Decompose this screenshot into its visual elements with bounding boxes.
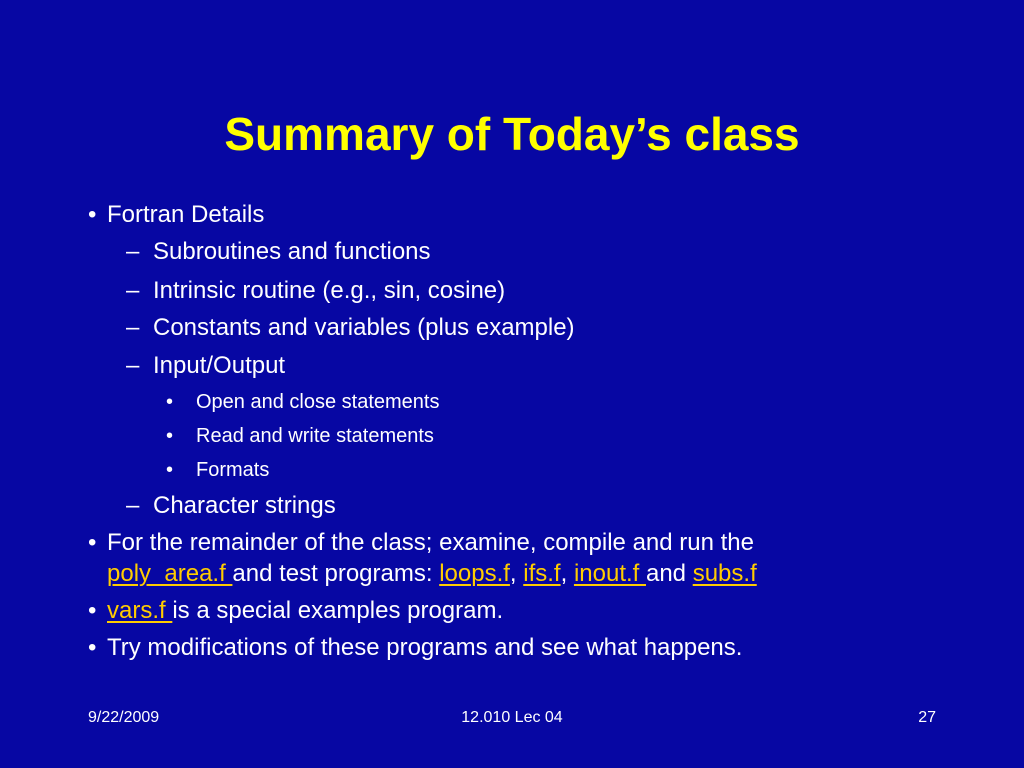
dash-marker: – [126, 492, 140, 519]
bullet-continuation [107, 559, 757, 589]
subbullet-text: Subroutines and functions [153, 238, 431, 265]
subsubbullet-text: Formats [196, 459, 270, 481]
link-subs[interactable]: subs.f [692, 560, 757, 587]
bullet-text: Try modifications of these programs and see what happens. [107, 634, 743, 661]
footer-course: 12.010 Lec 04 [461, 709, 563, 726]
bullet-marker: • [88, 201, 97, 228]
bullet-marker: • [88, 529, 97, 556]
separator: , [560, 560, 574, 587]
bullet-text: Fortran Details [107, 201, 265, 228]
link-inout[interactable]: inout.f [573, 560, 646, 587]
dash-marker: – [126, 277, 140, 304]
link-loops[interactable]: loops.f [439, 560, 510, 587]
link-poly-area[interactable]: poly_area.f [107, 560, 233, 587]
bullet-text: For the remainder of the class; examine, compile and run the [107, 529, 754, 556]
vars-description: is a special examples program. [172, 597, 504, 624]
bullet-marker: • [166, 391, 174, 413]
subbullet-text: Character strings [153, 492, 336, 519]
bullet-marker: • [88, 634, 97, 661]
bullet-marker: • [166, 425, 174, 447]
bullet-marker: • [88, 597, 97, 624]
dash-marker: – [126, 352, 140, 379]
slide-title: Summary of Today’s class [224, 108, 800, 160]
subbullet-text: Input/Output [153, 352, 286, 379]
bullet-marker: • [166, 459, 174, 481]
subbullet-text: Constants and variables (plus example) [153, 314, 575, 341]
dash-marker: – [126, 238, 140, 265]
separator: , [509, 560, 524, 587]
link-ifs[interactable]: ifs.f [523, 560, 561, 587]
footer-date: 9/22/2009 [88, 709, 160, 726]
footer-page-number: 27 [918, 709, 936, 726]
text-and: and [645, 560, 693, 587]
subbullet-text: Intrinsic routine (e.g., sin, cosine) [153, 277, 506, 304]
text-and-test: and test programs: [232, 560, 440, 587]
subsubbullet-text: Read and write statements [196, 425, 434, 447]
subsubbullet-text: Open and close statements [196, 391, 440, 413]
link-vars[interactable]: vars.f [107, 597, 173, 624]
bullet-text [107, 596, 503, 626]
dash-marker: – [126, 314, 140, 341]
